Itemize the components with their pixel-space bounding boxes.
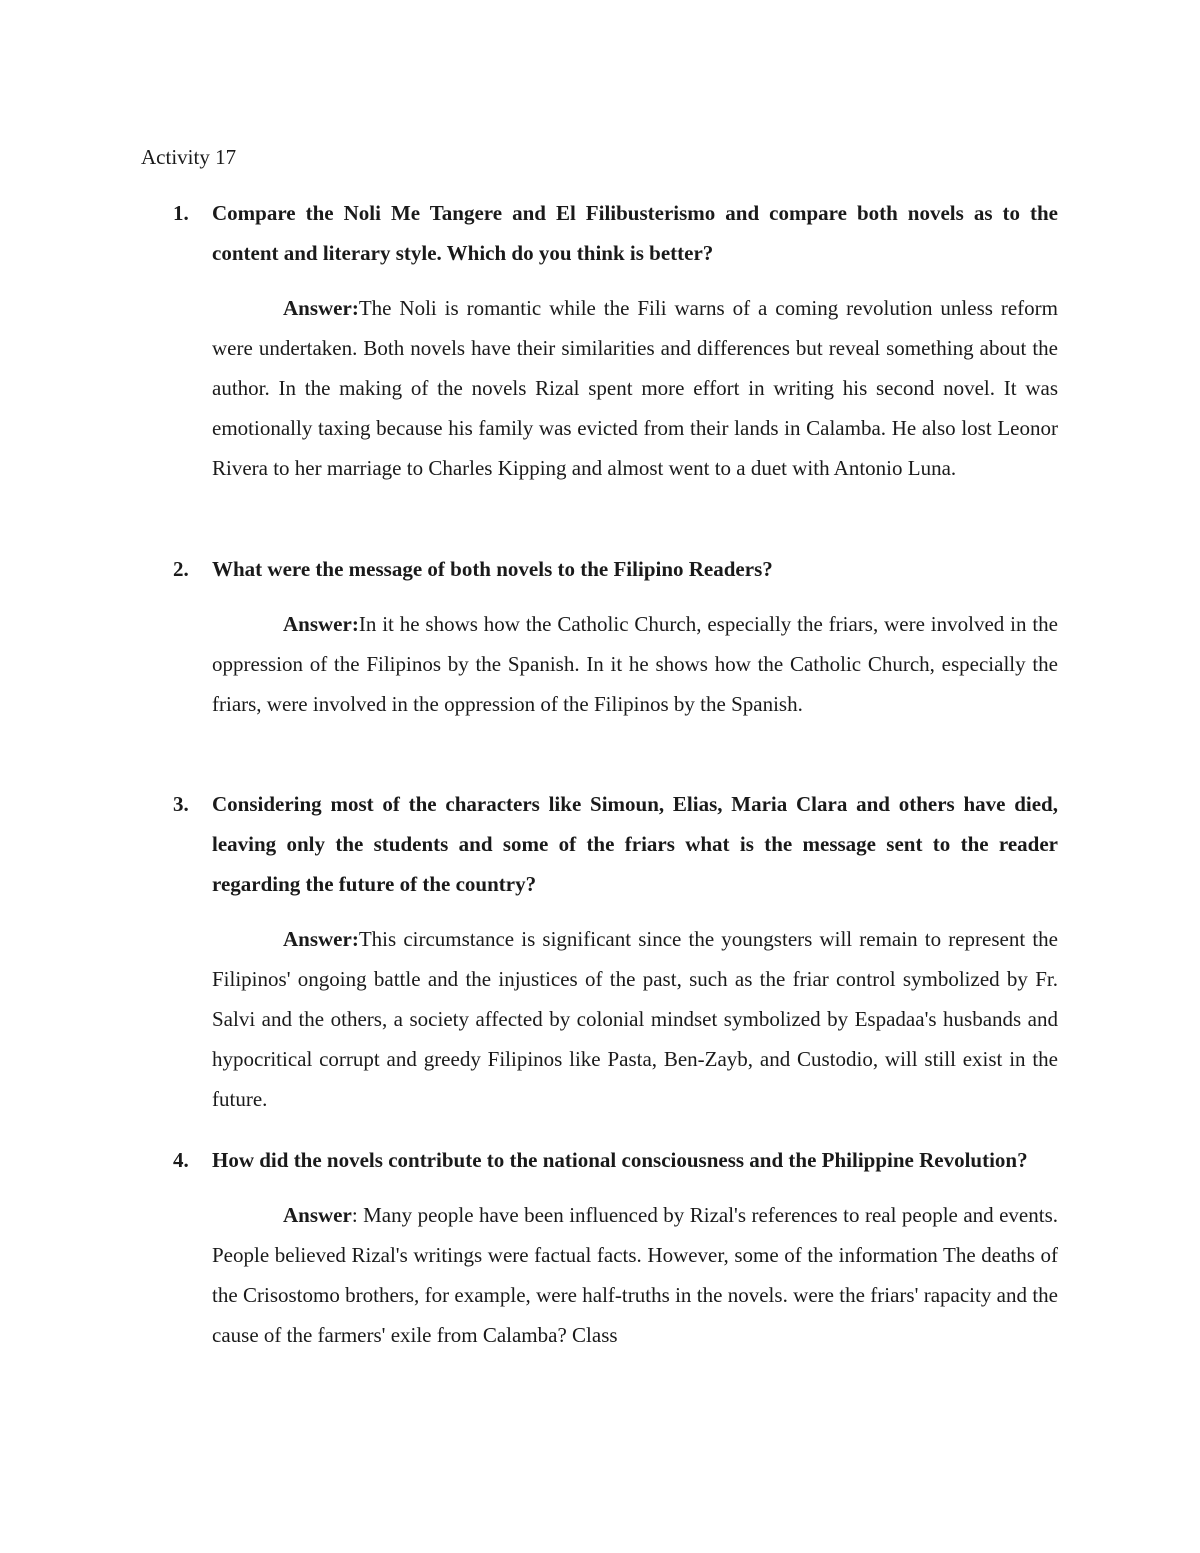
question-number: 2.	[173, 557, 189, 581]
answer-label: Answer:	[283, 927, 359, 951]
question	[141, 1140, 1058, 1180]
answer	[212, 604, 1058, 724]
answer-text: This circumstance is significant since the youngsters will remain to represent the Filipinos' ongoing battle and the injustices of the past, such as the friar control symbolized by Fr. Salvi and the others, a society affected by colonial mindset symbolized by Espadaa's husbands and hypocritical corrupt and greedy Filipinos like Pasta, Ben-Zayb, and Custodio, will still exist in the future.	[212, 927, 1058, 1111]
question-item-1	[141, 193, 1058, 488]
question-number: 4.	[173, 1148, 189, 1172]
question-number: 3.	[173, 792, 189, 816]
answer	[212, 1195, 1058, 1355]
answer-text: In it he shows how the Catholic Church, especially the friars, were involved in the oppression of the Filipinos by the Spanish. In it he shows how the Catholic Church, especially the friars, were involved in the oppression of the Filipinos by the Spanish.	[212, 612, 1058, 716]
question-text: Considering most of the characters like Simoun, Elias, Maria Clara and others have died, leaving only the students and some of the friars what is the message sent to the reader regarding the future of the country?	[212, 792, 1058, 896]
answer-text: : Many people have been influenced by Rizal's references to real people and events. People believed Rizal's writings were factual facts. However, some of the information The deaths of the Crisostomo brothers, for example, were half-truths in the novels. were the friars' rapacity and the cause of the farmers' exile from Calamba? Class	[212, 1203, 1058, 1347]
question-number: 1.	[173, 201, 189, 225]
question	[141, 193, 1058, 273]
question-item-4	[141, 1140, 1058, 1355]
page-title: Activity 17	[141, 145, 237, 169]
answer-label: Answer:	[283, 296, 359, 320]
answer	[212, 288, 1058, 488]
question-text: What were the message of both novels to the Filipino Readers?	[212, 557, 773, 581]
question-item-2	[141, 549, 1058, 724]
question-item-3	[141, 784, 1058, 1119]
question	[141, 549, 1058, 589]
question-text: Compare the Noli Me Tangere and El Filibusterismo and compare both novels as to the content and literary style. Which do you think is better?	[212, 201, 1058, 265]
answer-text: The Noli is romantic while the Fili warns of a coming revolution unless reform were undertaken. Both novels have their similarities and differences but reveal something about the author. In the making of the novels Rizal spent more effort in writing his second novel. It was emotionally taxing because his family was evicted from their lands in Calamba. He also lost Leonor Rivera to her marriage to Charles Kipping and almost went to a duet with Antonio Luna.	[212, 296, 1058, 480]
answer	[212, 919, 1058, 1119]
question-text: How did the novels contribute to the national consciousness and the Philippine Revolution?	[212, 1148, 1028, 1172]
answer-label: Answer	[283, 1203, 352, 1227]
question	[141, 784, 1058, 904]
answer-label: Answer:	[283, 612, 359, 636]
